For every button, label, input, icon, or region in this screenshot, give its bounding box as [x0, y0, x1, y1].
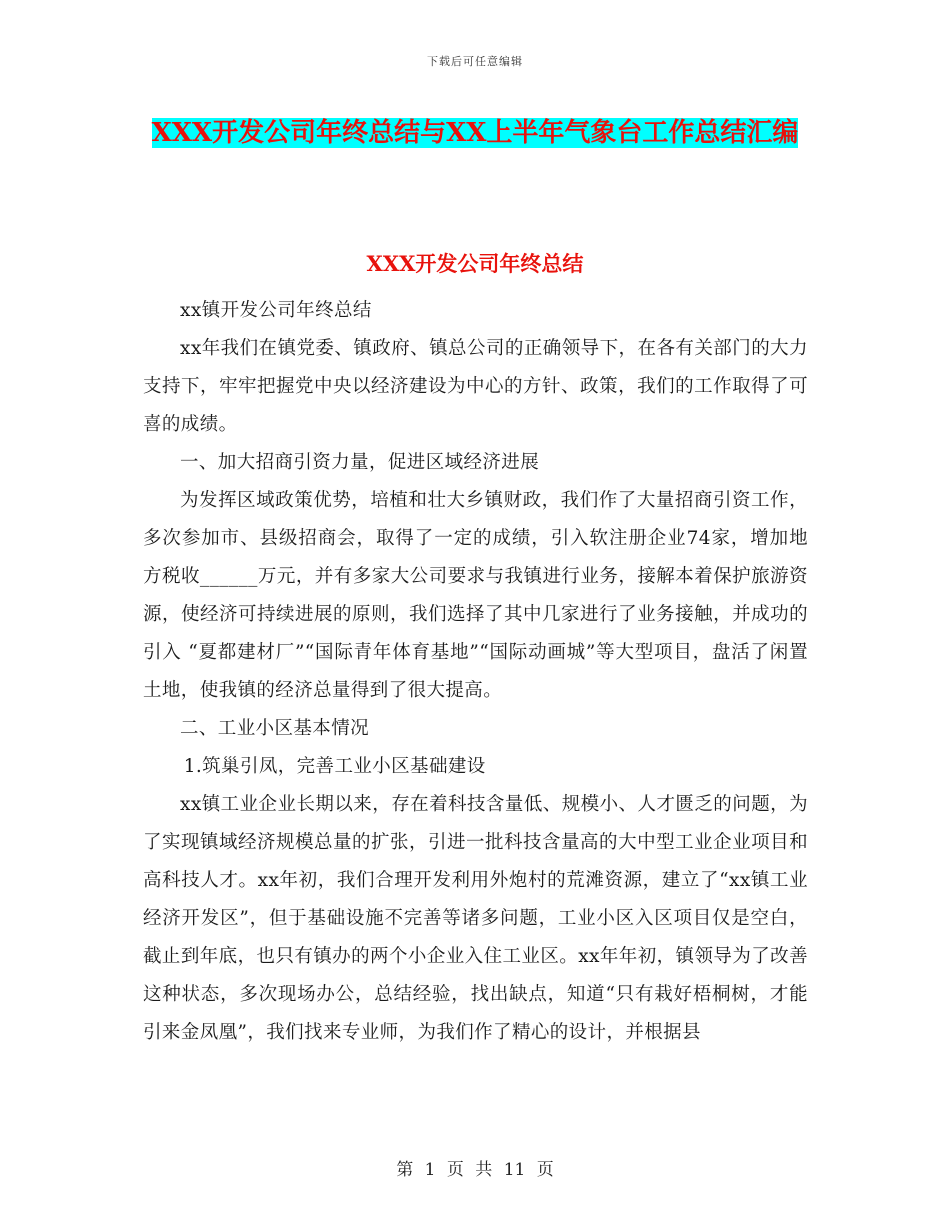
heading-infrastructure: 1.筑巢引凤，完善工业小区基础建设 — [183, 756, 486, 777]
document-title-text: XXX开发公司年终总结与XX上半年气象台工作总结汇编 — [151, 118, 799, 148]
page-number: 第 1 页 共 11 页 — [396, 1160, 554, 1180]
heading-investment: 一、加大招商引资力量，促进区域经济进展 — [180, 452, 540, 473]
paragraph-intro: xx年我们在镇党委、镇政府、镇总公司的正确领导下，在各有关部门的大力支持下，牢牢把握党中央以经济建设为中心的方针、政策，我们的工作取得了可喜的成绩。 — [143, 338, 808, 435]
document-title — [130, 110, 820, 156]
paragraph-subtitle: xx镇开发公司年终总结 — [180, 300, 372, 321]
page-header-note: 下载后可任意编辑 — [427, 55, 523, 68]
section-title: XXX开发公司年终总结 — [366, 251, 584, 276]
heading-industrial-zone: 二、工业小区基本情况 — [180, 718, 370, 739]
paragraph-investment: 为发挥区域政策优势，培植和壮大乡镇财政，我们作了大量招商引资工作，多次参加市、县级招商会，取得了一定的成绩，引入软注册企业74家，增加地方税收______万元，并有多家大公司要求与我镇进行业务，接解本着保护旅游资源，使经济可持续进展的原则，我们选择了其中几家进行了业务接触，并成功的引入 “夏都建材厂”“国际青年体育基地”“国际动画城”等大型项目，盘活了闲置土地，使我镇的经济总量得到了很大提高。 — [143, 490, 808, 701]
document-body — [143, 292, 808, 1052]
paragraph-infrastructure: xx镇工业企业长期以来，存在着科技含量低、规模小、人才匮乏的问题，为了实现镇域经济规模总量的扩张，引进一批科技含量高的大中型工业企业项目和高科技人才。xx年初，我们合理开发利用外炮村的荒滩资源，建立了“xx镇工业经济开发区”，但于基础设施不完善等诸多问题，工业小区入区项目仅是空白，截止到年底，也只有镇办的两个小企业入住工业区。xx年年初，镇领导为了改善这种状态，多次现场办公，总结经验，找出缺点，知道“只有栽好梧桐树，才能引来金凤凰”，我们找来专业师，为我们作了精心的设计，并根据县 — [143, 794, 808, 1043]
